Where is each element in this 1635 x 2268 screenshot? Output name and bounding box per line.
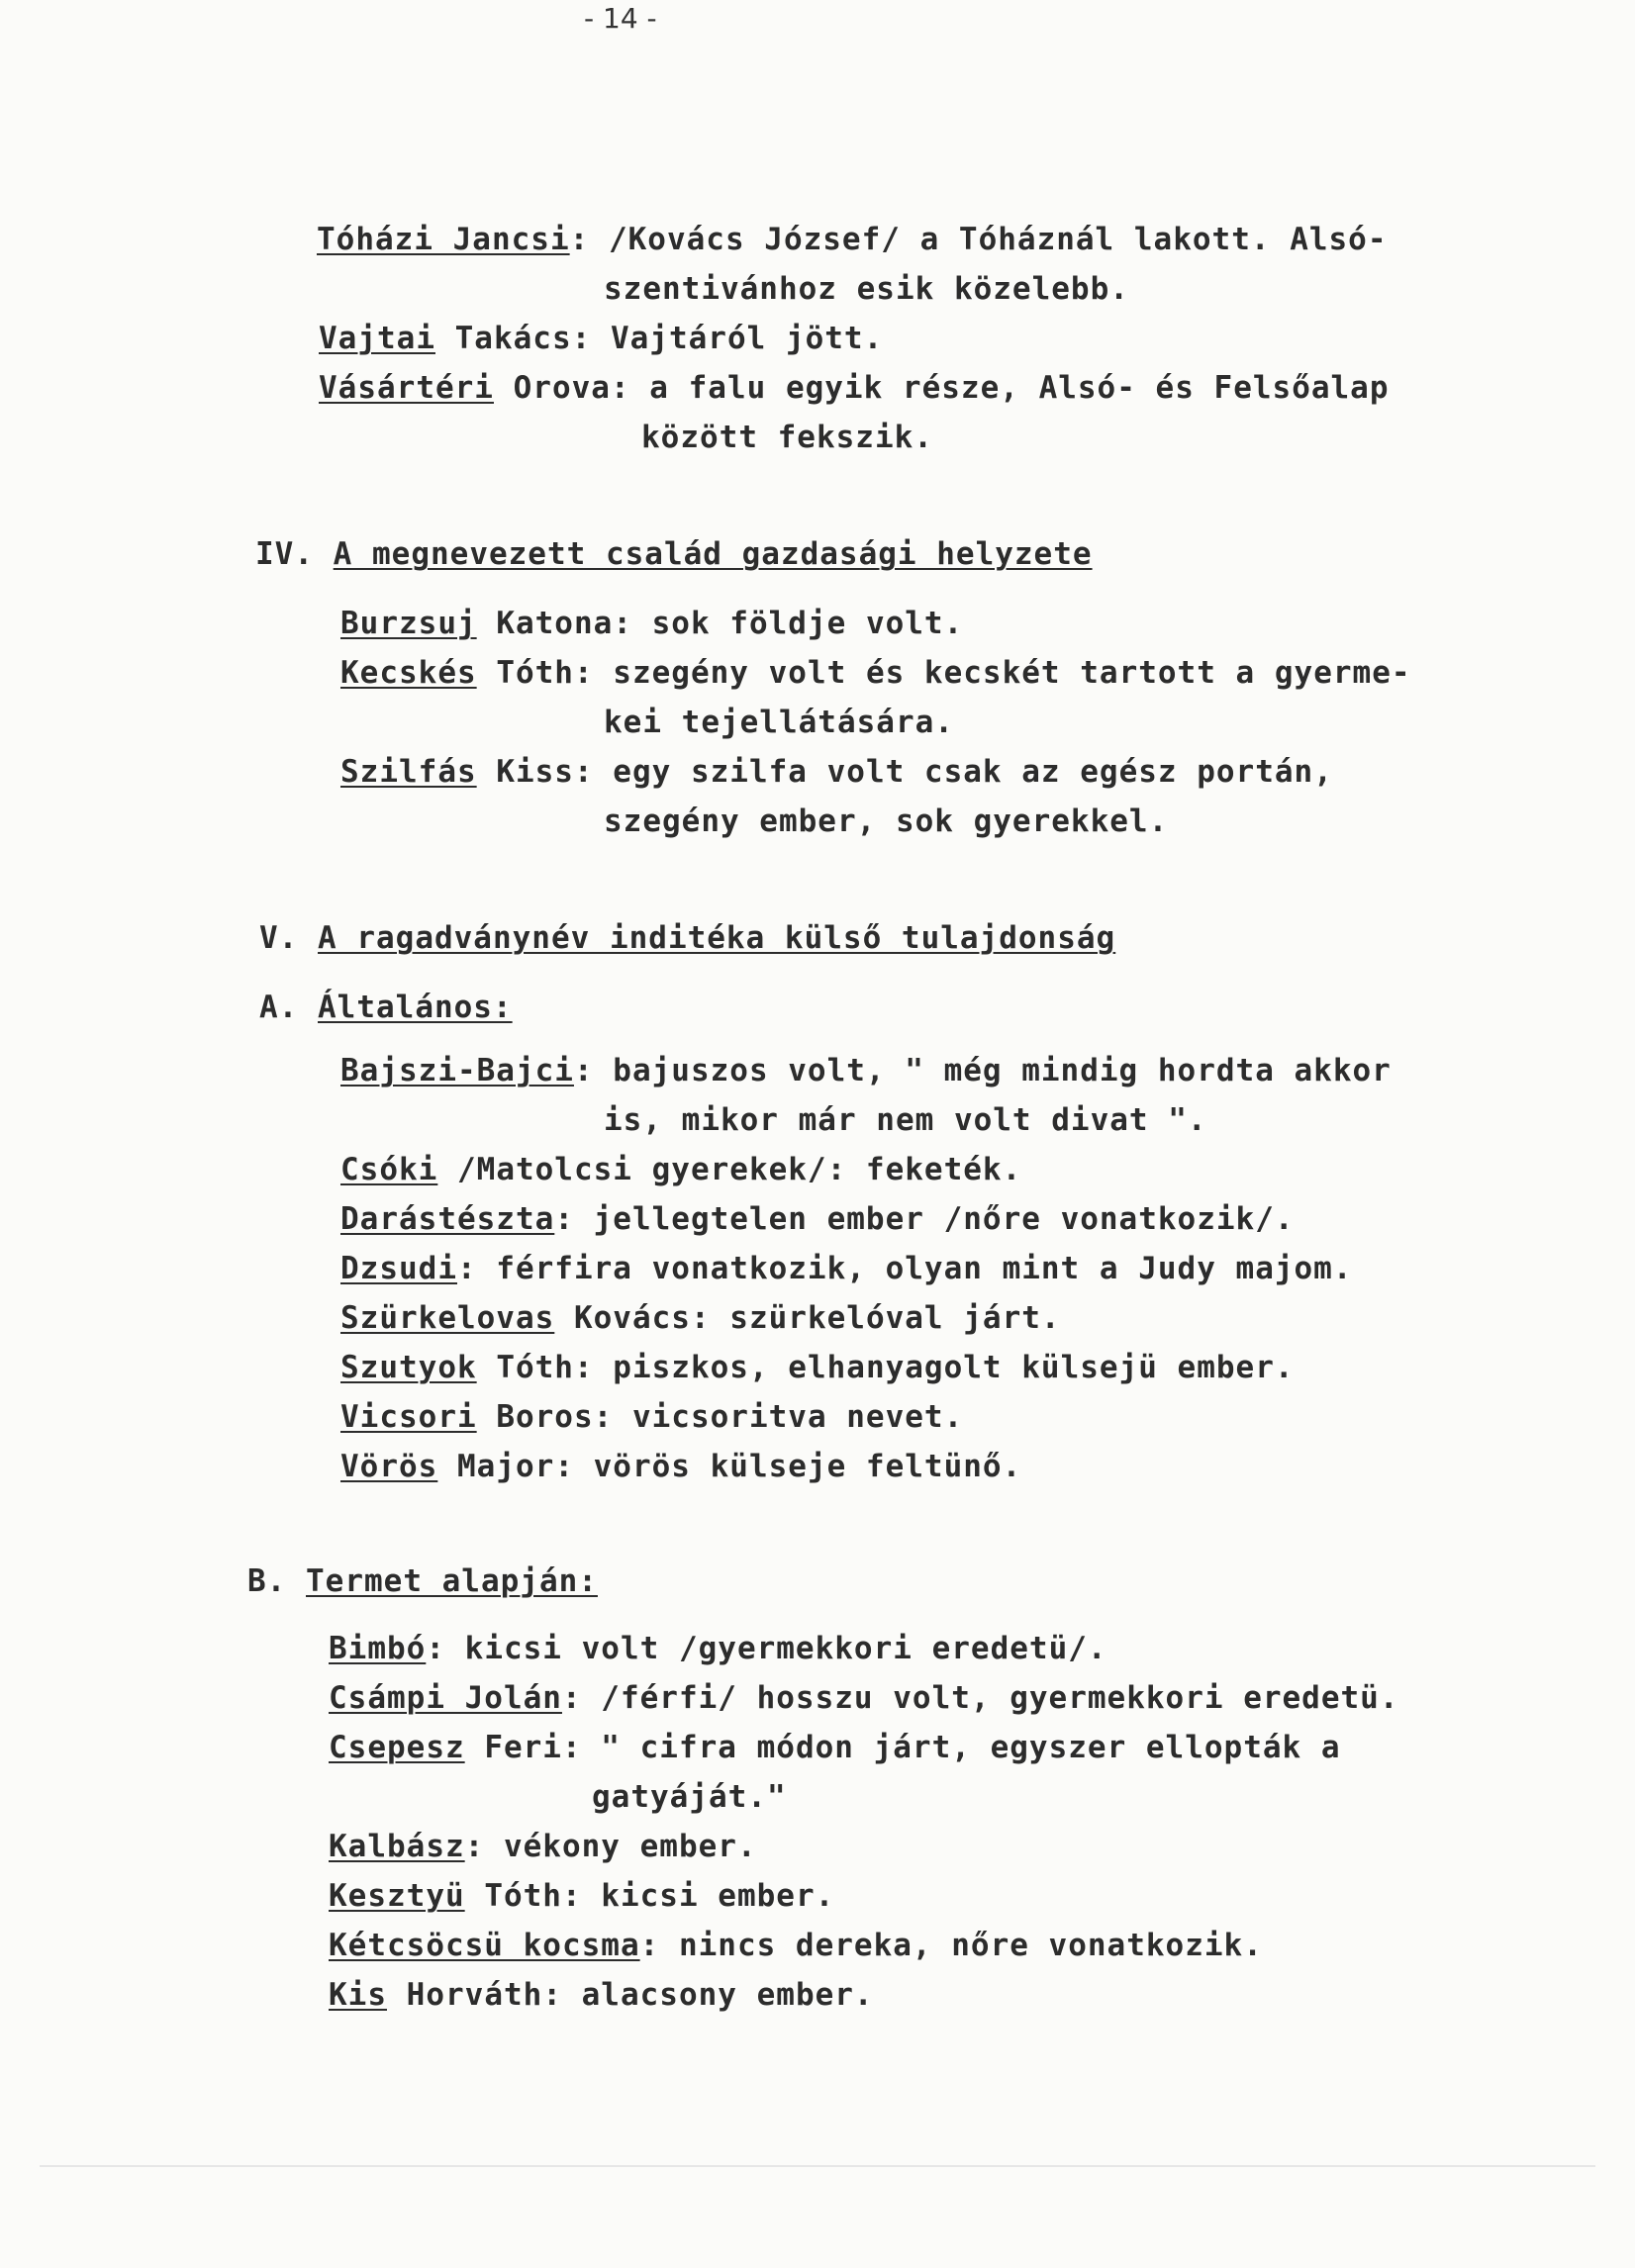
entry-line: [340, 1051, 1392, 1090]
entry-text: : kicsi volt /gyermekkori eredetü/.: [426, 1631, 1107, 1666]
entry-line: [329, 1678, 1399, 1718]
entry-text: : alacsony ember.: [542, 1977, 874, 2013]
entry-name: Kétcsöcsü kocsma: [329, 1928, 640, 1963]
entry-line: [340, 1348, 1295, 1387]
entry-line: [340, 1249, 1353, 1288]
entry-text: : Vajtáról jött.: [571, 321, 884, 356]
entry-name: Vajtai: [319, 321, 435, 356]
entry-line: [340, 1199, 1295, 1239]
entry-line: [340, 752, 1333, 792]
entry-name-rest: Tóth: [476, 1350, 574, 1385]
entry-text: : bajuszos volt, " még mindig hordta akkor: [573, 1053, 1392, 1088]
entry-continuation: gatyáját.": [592, 1779, 787, 1815]
entry-name-rest: Kovács: [554, 1300, 691, 1336]
entry-name: Kis: [329, 1977, 387, 2013]
entry-name-rest: Feri: [464, 1730, 562, 1765]
entry-text: : " cifra módon járt, egyszer ellopták a: [561, 1730, 1341, 1765]
entry-text: : egy szilfa volt csak az egész portán,: [573, 754, 1333, 790]
entry-line: [329, 1827, 757, 1866]
entry-line: [329, 1629, 1107, 1668]
entry-name: Szutyok: [340, 1350, 477, 1385]
entry-text: : férfira vonatkozik, olyan mint a Judy majom.: [456, 1251, 1353, 1286]
entry-text: /Matolcsi gyerekek/: feketék.: [437, 1152, 1022, 1187]
entry-name: Csóki: [340, 1152, 438, 1187]
entry-name-rest: Major: [437, 1449, 555, 1484]
entry-name: Vicsori: [340, 1399, 477, 1435]
entry-continuation: kei tejellátására.: [604, 705, 954, 740]
entry-name: Kecskés: [340, 655, 477, 691]
entry-name: Csepesz: [329, 1730, 465, 1765]
entry-line: [340, 1447, 1021, 1486]
entry-line: [319, 368, 1390, 408]
entry-name: Tóházi Jancsi: [317, 222, 570, 257]
entry-line: [317, 220, 1388, 259]
entry-continuation: is, mikor már nem volt divat ".: [604, 1102, 1207, 1138]
entry-name-rest: Horváth: [387, 1977, 543, 2013]
entry-line: [329, 1926, 1263, 1965]
subsection-title: Termet alapján:: [306, 1563, 598, 1599]
subsection-heading: [259, 988, 513, 1027]
entry-line: [340, 1150, 1021, 1189]
entry-text: : szegény volt és kecskét tartott a gyerme-: [573, 655, 1411, 691]
entry-name: Dzsudi: [340, 1251, 457, 1286]
entry-line: [329, 1876, 834, 1916]
entry-name-rest: Tóth: [464, 1878, 562, 1914]
entry-text: : vicsoritva nevet.: [593, 1399, 964, 1435]
page-number: - 14 -: [584, 2, 657, 35]
entry-name-rest: Kiss: [476, 754, 574, 790]
subsection-title: Általános:: [318, 990, 513, 1025]
entry-text: : /Kovács József/ a Tóháznál lakott. Alsó-: [569, 222, 1388, 257]
section-title: A ragadványnév inditéka külső tulajdonság: [318, 920, 1116, 956]
entry-name-rest: Boros: [476, 1399, 594, 1435]
entry-text: : a falu egyik része, Alsó- és Felsőalap: [610, 370, 1390, 406]
entry-name-rest: Orova: [493, 370, 611, 406]
entry-text: : vörös külseje feltünő.: [554, 1449, 1022, 1484]
entry-line: [319, 319, 883, 358]
entry-text: : sok földje volt.: [613, 606, 964, 641]
entry-name-rest: Tóth: [476, 655, 574, 691]
entry-continuation: szentivánhoz esik közelebb.: [604, 271, 1129, 307]
entry-text: : piszkos, elhanyagolt külsejü ember.: [573, 1350, 1295, 1385]
entry-line: [340, 653, 1411, 693]
entry-name: Szilfás: [340, 754, 477, 790]
entry-continuation: szegény ember, sok gyerekkel.: [604, 803, 1169, 839]
entry-line: [329, 1728, 1341, 1767]
section-heading: [259, 918, 1115, 958]
entry-line: [340, 1397, 963, 1437]
entry-name: Bajszi-Bajci: [340, 1053, 574, 1088]
entry-name: Szürkelovas: [340, 1300, 555, 1336]
entry-name: Kesztyü: [329, 1878, 465, 1914]
entry-name-rest: Katona: [476, 606, 614, 641]
section-numeral: IV.: [255, 536, 314, 572]
entry-name: Bimbó: [329, 1631, 427, 1666]
entry-name: Kalbász: [329, 1829, 465, 1864]
section-heading: [255, 534, 1093, 574]
entry-name: Darástészta: [340, 1201, 555, 1237]
entry-text: : /férfi/ hosszu volt, gyermekkori eredetü.: [561, 1680, 1399, 1716]
entry-continuation: között fekszik.: [641, 420, 933, 455]
section-numeral: V.: [259, 920, 299, 956]
subsection-heading: [247, 1561, 598, 1601]
entry-text: : nincs dereka, nőre vonatkozik.: [639, 1928, 1263, 1963]
subsection-letter: B.: [247, 1563, 287, 1599]
entry-line: [340, 604, 963, 643]
entry-name-rest: Takács: [434, 321, 572, 356]
entry-text: : jellegtelen ember /nőre vonatkozik/.: [554, 1201, 1295, 1237]
subsection-letter: A.: [259, 990, 299, 1025]
section-title: A megnevezett család gazdasági helyzete: [333, 536, 1093, 572]
entry-name: Burzsuj: [340, 606, 477, 641]
entry-text: : kicsi ember.: [561, 1878, 835, 1914]
entry-name: Vásártéri: [319, 370, 494, 406]
scan-edge-divider: [40, 2165, 1595, 2167]
entry-name: Vörös: [340, 1449, 438, 1484]
entry-text: : szürkelóval járt.: [690, 1300, 1061, 1336]
entry-name: Csámpi Jolán: [329, 1680, 562, 1716]
entry-text: : vékony ember.: [464, 1829, 757, 1864]
entry-line: [329, 1975, 874, 2015]
entry-line: [340, 1298, 1061, 1338]
